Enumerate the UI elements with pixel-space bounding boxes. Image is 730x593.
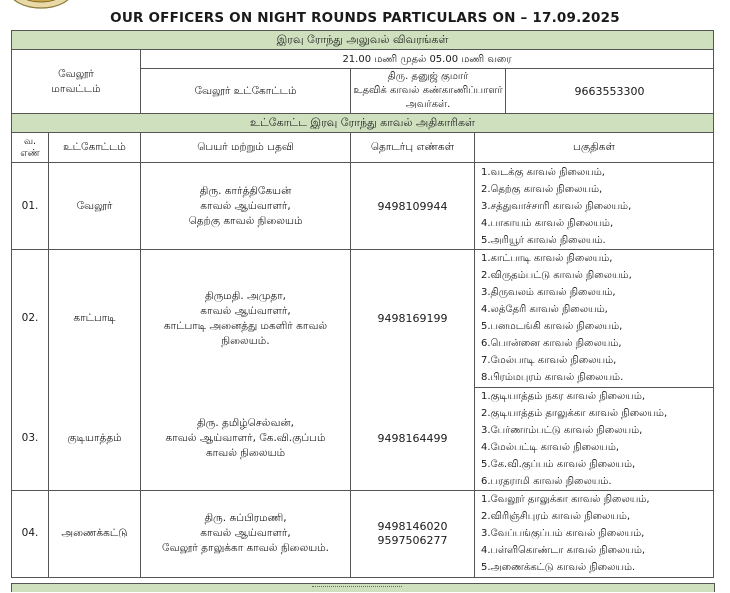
area-item: 4.பாகாயம் காவல் நிலையம், bbox=[481, 217, 614, 229]
row-officer bbox=[141, 387, 351, 490]
area-item: 7.மேல்பாடி காவல் நிலையம், bbox=[481, 355, 617, 367]
subdivision-officers-label: உட்கோட்ட இரவு ரோந்து காவல் அதிகாரிகள் bbox=[12, 114, 714, 133]
officer-name-line: காவல் ஆய்வாளர், bbox=[200, 199, 291, 212]
officer-phone: 9498146020 bbox=[377, 519, 448, 533]
officer-name-line: வேலூர் தாலுக்கா காவல் நிலையம். bbox=[161, 542, 329, 554]
row-areas bbox=[475, 250, 714, 388]
row-subdivision: குடியாத்தம் bbox=[49, 387, 141, 490]
table-row bbox=[12, 163, 714, 250]
row-officer bbox=[141, 250, 351, 388]
area-item: 5.பனமடங்கி காவல் நிலையம், bbox=[481, 321, 623, 333]
area-item: 5.அணைக்கட்டு காவல் நிலையம். bbox=[481, 562, 636, 573]
officer-name-line: திரு. தமிழ்செல்வன், bbox=[197, 416, 294, 429]
area-item: 1.வடக்கு காவல் நிலையம், bbox=[481, 166, 605, 178]
row-phone: 9498164499 bbox=[351, 387, 475, 490]
next-section-residue bbox=[312, 586, 402, 593]
area-item: 3.திருவலம் காவல் நிலையம், bbox=[481, 287, 616, 299]
col-areas: பகுதிகள் bbox=[475, 133, 714, 163]
officer-name-line: நிலையம். bbox=[221, 334, 270, 347]
officer-name-line: தெற்கு காவல் நிலையம் bbox=[188, 214, 303, 227]
row-areas bbox=[475, 387, 714, 490]
col-subdivision: உட்கோட்டம் bbox=[49, 133, 141, 163]
col-name-designation: பெயர் மற்றும் பதவி bbox=[141, 133, 351, 163]
officer-name-line: திரு. கார்த்திகேயன் bbox=[199, 184, 292, 197]
row-serial: 01. bbox=[12, 163, 49, 250]
area-item: 2.விருதம்பட்டு காவல் நிலையம், bbox=[481, 270, 632, 282]
supervisor-designation-line2: அவர்கள். bbox=[405, 99, 451, 110]
table-row bbox=[12, 250, 714, 388]
letterhead-strip bbox=[0, 0, 730, 9]
officer-name-line: காவல் ஆய்வாளர், கே.வி.குப்பம் bbox=[165, 431, 326, 444]
supervisor-phone: 9663553300 bbox=[506, 69, 714, 114]
officer-phone: 9597506277 bbox=[377, 533, 448, 547]
row-phone: 9498169199 bbox=[351, 250, 475, 388]
area-item: 5.அரியூர் காவல் நிலையம். bbox=[481, 234, 606, 246]
row-areas bbox=[475, 490, 714, 577]
row-subdivision: காட்பாடி bbox=[49, 250, 141, 388]
officer-name-line: திருமதி. அமுதா, bbox=[204, 289, 287, 302]
area-item: 2.குடியாத்தம் தாலுக்கா காவல் நிலையம், bbox=[481, 407, 668, 419]
area-item: 3.பேர்ணாம்பட்டு காவல் நிலையம், bbox=[481, 424, 643, 436]
row-officer bbox=[141, 163, 351, 250]
officer-name-line: காவல் ஆய்வாளர், bbox=[200, 527, 291, 539]
table-row bbox=[12, 387, 714, 490]
area-item: 1.வேலூர் தாலுக்கா காவல் நிலையம், bbox=[481, 494, 650, 505]
supervisor-designation-line1: உதவிக் காவல் கண்காணிப்பாளர் bbox=[353, 85, 503, 96]
officer-name-line: காவல் நிலையம் bbox=[205, 446, 286, 459]
row-phones bbox=[351, 490, 475, 577]
officer-name-line: காவல் ஆய்வாளர், bbox=[200, 304, 291, 317]
area-item: 5.கே.வி.குப்பம் காவல் நிலையம், bbox=[481, 458, 636, 470]
officer-name-line: காட்பாடி அனைத்து மகளிர் காவல் bbox=[163, 319, 328, 332]
row-serial: 04. bbox=[12, 490, 49, 577]
row-phone: 9498109944 bbox=[351, 163, 475, 250]
row-serial: 03. bbox=[12, 387, 49, 490]
area-item: 3.சத்துவாச்சாரி காவல் நிலையம், bbox=[481, 200, 632, 212]
area-item: 2.தெற்கு காவல் நிலையம், bbox=[481, 183, 603, 195]
area-item: 2.விரிஞ்சிபுரம் காவல் நிலையம், bbox=[481, 511, 631, 522]
row-subdivision: அணைக்கட்டு bbox=[49, 490, 141, 577]
col-serial-line1: வ. bbox=[23, 135, 37, 147]
supervisor-name: திரு. தனுஜ் குமார் bbox=[387, 71, 469, 82]
area-item: 1.காட்பாடி காவல் நிலையம், bbox=[481, 253, 613, 265]
area-item: 4.பள்ளிகொண்டா காவல் நிலையம், bbox=[481, 545, 646, 556]
col-serial-line2: எண் bbox=[20, 147, 40, 159]
col-serial-number bbox=[12, 133, 49, 163]
area-item: 6.பரதராமி காவல் நிலையம். bbox=[481, 475, 612, 487]
row-serial: 02. bbox=[12, 250, 49, 388]
supervisor-name-designation bbox=[351, 69, 506, 114]
night-rounds-details-label: இரவு ரோந்து அலுவல் விவரங்கள் bbox=[12, 31, 714, 50]
district-cell bbox=[12, 50, 141, 114]
police-emblem-logo bbox=[6, 0, 76, 9]
row-officer bbox=[141, 490, 351, 577]
area-item: 1.குடியாத்தம் நகர காவல் நிலையம், bbox=[481, 390, 646, 402]
col-contact-numbers: தொடர்பு எண்கள் bbox=[351, 133, 475, 163]
area-item: 4.மேல்பட்டி காவல் நிலையம், bbox=[481, 441, 620, 453]
district-line1: வேலூர் bbox=[58, 67, 94, 80]
row-subdivision: வேலூர் bbox=[49, 163, 141, 250]
area-item: 4.லத்தேரி காவல் நிலையம், bbox=[481, 304, 608, 316]
district-line2: மாவட்டம் bbox=[51, 82, 101, 95]
officer-name-line: திரு. சுப்பிரமணி, bbox=[204, 512, 287, 524]
timing-cell: 21.00 மணி முதல் 05.00 மணி வரை bbox=[141, 50, 714, 69]
night-rounds-table bbox=[11, 30, 714, 578]
page-title: OUR OFFICERS ON NIGHT ROUNDS PARTICULARS ON – 17.09.2025 bbox=[110, 10, 620, 26]
area-item: 6.பொன்னை காவல் நிலையம், bbox=[481, 338, 622, 350]
row-areas bbox=[475, 163, 714, 250]
table-header-row bbox=[12, 133, 714, 163]
supervisor-subdivision: வேலூர் உட்கோட்டம் bbox=[141, 69, 351, 114]
table-row bbox=[12, 490, 714, 577]
area-item: 8.பிரம்மபுரம் காவல் நிலையம். bbox=[481, 372, 624, 384]
area-item: 3.வேப்பங்குப்பம் காவல் நிலையம், bbox=[481, 528, 645, 539]
